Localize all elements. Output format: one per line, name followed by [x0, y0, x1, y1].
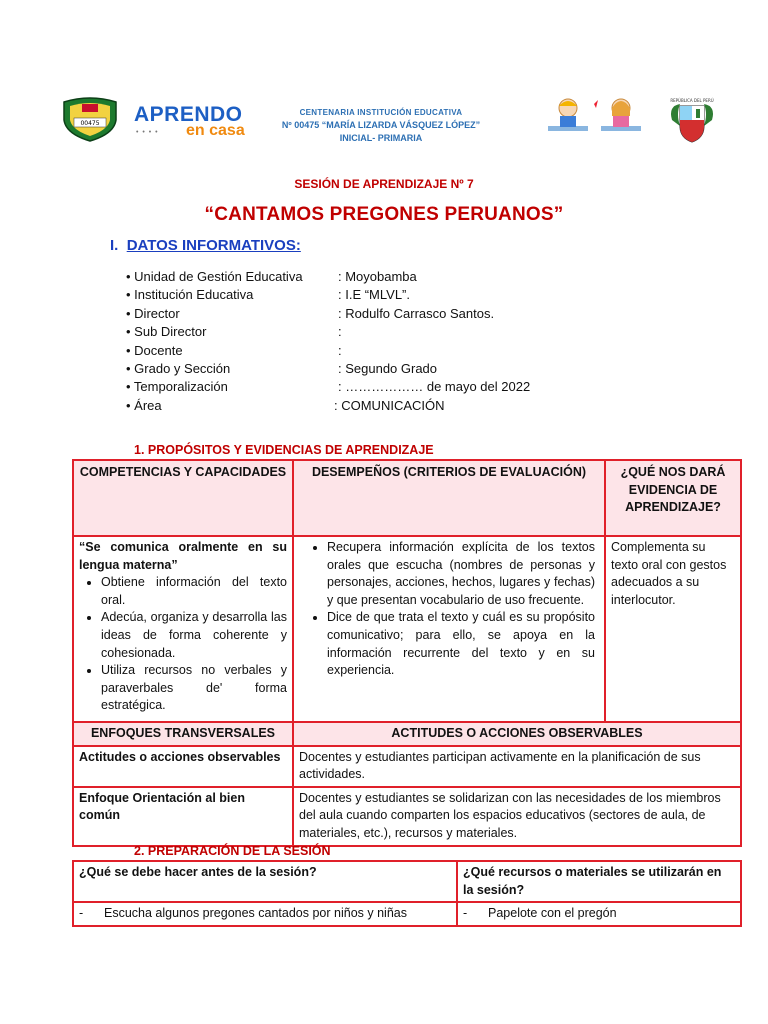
datos-value: :	[338, 324, 342, 340]
header-enfoques: ENFOQUES TRANSVERSALES	[73, 722, 293, 746]
school-name-block	[250, 106, 512, 145]
desempenos-list	[299, 539, 599, 680]
table-row	[73, 787, 741, 846]
brand-sub: en casa	[186, 122, 245, 139]
list-item: • Dice de que trata el texto y cuál es su propósito comunicativo; para ello, se apoya en la información recurrente del texto y en su experiencia.	[327, 609, 595, 679]
list-item: • Recupera información explícita de los textos orales que escucha (nombres de personas y personajes, acciones, hechos, lugares y fechas) y que presentan vocabulario de uso frecuente.	[327, 539, 595, 609]
datos-key: • Área	[126, 397, 162, 413]
header-competencias: COMPETENCIAS Y CAPACIDADES	[73, 460, 293, 536]
propositos-table	[72, 459, 742, 847]
competencia-title: “Se comunica oralmente en su lengua materna”	[79, 540, 287, 572]
desempenos-cell	[293, 536, 605, 722]
propositos-heading: 1. PROPÓSITOS Y EVIDENCIAS DE APRENDIZAJE	[134, 443, 434, 457]
table-header-row	[73, 861, 741, 902]
datos-key: • Institución Educativa	[126, 287, 254, 303]
datos-value: : I.E “MLVL”.	[338, 287, 410, 303]
question-resources: ¿Qué recursos o materiales se utilizarán en la sesión?	[457, 861, 741, 902]
header-evidencia: ¿QUÉ NOS DARÁ EVIDENCIA DE APRENDIZAJE?	[605, 460, 741, 536]
peru-coat-of-arms	[666, 96, 718, 146]
datos-value: : Rodulfo Carrasco Santos.	[338, 305, 495, 321]
list-item: • Adecúa, organiza y desarrolla las ideas de forma coherente y cohesionada.	[101, 609, 287, 662]
question-before: ¿Qué se debe hacer antes de la sesión?	[73, 861, 457, 902]
preparacion-heading: 2. PREPARACIÓN DE LA SESIÓN	[134, 844, 331, 858]
table-row	[73, 746, 741, 787]
students-illustration	[546, 96, 646, 140]
actitud-cell: Docentes y estudiantes se solidarizan con las necesidades de los miembros del aula cuando comparten los espacios educativos (sectores de aula, de materiales, etc.), recursos y materiales.	[293, 787, 741, 846]
datos-value: :	[338, 342, 342, 358]
evidencia-cell: Complementa su texto oral con gestos adecuados a su interlocutor.	[605, 536, 741, 722]
capacidades-list	[79, 574, 287, 715]
school-line-1: CENTENARIA INSTITUCIÓN EDUCATIVA	[299, 108, 463, 117]
aprendo-en-casa-logo	[134, 104, 246, 144]
actitud-cell: Docentes y estudiantes participan activamente en la planificación de sus actividades.	[293, 746, 741, 787]
school-line-2: Nº 00475 “MARÍA LIZARDA VÁSQUEZ LÓPEZ”	[281, 120, 481, 130]
datos-key: • Unidad de Gestión Educativa	[126, 269, 303, 284]
datos-value: : ……………… de mayo del 2022	[338, 379, 531, 395]
answer-before: - Escucha algunos pregones cantados por niños y niñas	[73, 902, 457, 926]
school-line-3: INICIAL- PRIMARIA	[339, 133, 423, 143]
section-datos-label: DATOS INFORMATIVOS:	[126, 237, 301, 254]
section-datos-heading	[110, 237, 301, 254]
session-number-title: SESIÓN DE APRENDIZAJE Nº 7	[294, 177, 474, 191]
datos-key: • Director	[126, 305, 180, 321]
enfoque-cell: Actitudes o acciones observables	[73, 746, 293, 787]
list-item: • Utiliza recursos no verbales y paraverbales de' forma estratégica.	[101, 662, 287, 715]
datos-value: : Segundo Grado	[338, 360, 438, 376]
escudo-text: REPÚBLICA DEL PERÚ	[670, 98, 714, 103]
shield-text: 00475	[80, 120, 100, 127]
datos-value: : Moyobamba	[338, 269, 417, 284]
list-item: • Obtiene información del texto oral.	[101, 574, 287, 609]
school-shield-logo	[60, 96, 120, 142]
header-actitudes: ACTITUDES O ACCIONES OBSERVABLES	[293, 722, 741, 746]
enfoques-header-row	[73, 722, 741, 746]
datos-key: • Docente	[126, 342, 183, 358]
datos-key: • Grado y Sección	[126, 360, 231, 376]
datos-key: • Temporalización	[126, 379, 228, 395]
answer-resources: - Papelote con el pregón	[457, 902, 741, 926]
brand-main: APRENDO	[134, 103, 243, 126]
enfoque-cell: Enfoque Orientación al bien común	[73, 787, 293, 846]
header-desempenos: DESEMPEÑOS (CRITERIOS DE EVALUACIÓN)	[293, 460, 605, 536]
preparacion-table	[72, 860, 742, 927]
section-numeral: I.	[110, 237, 119, 254]
datos-key: • Sub Director	[126, 324, 207, 340]
table-row	[73, 536, 741, 722]
datos-value: : COMUNICACIÓN	[334, 397, 445, 413]
brand-dots: • • • •	[136, 129, 159, 136]
table-header-row	[73, 460, 741, 536]
session-main-title: “CANTAMOS PREGONES PERUANOS”	[204, 204, 564, 225]
table-row	[73, 902, 741, 926]
competencias-cell	[73, 536, 293, 722]
